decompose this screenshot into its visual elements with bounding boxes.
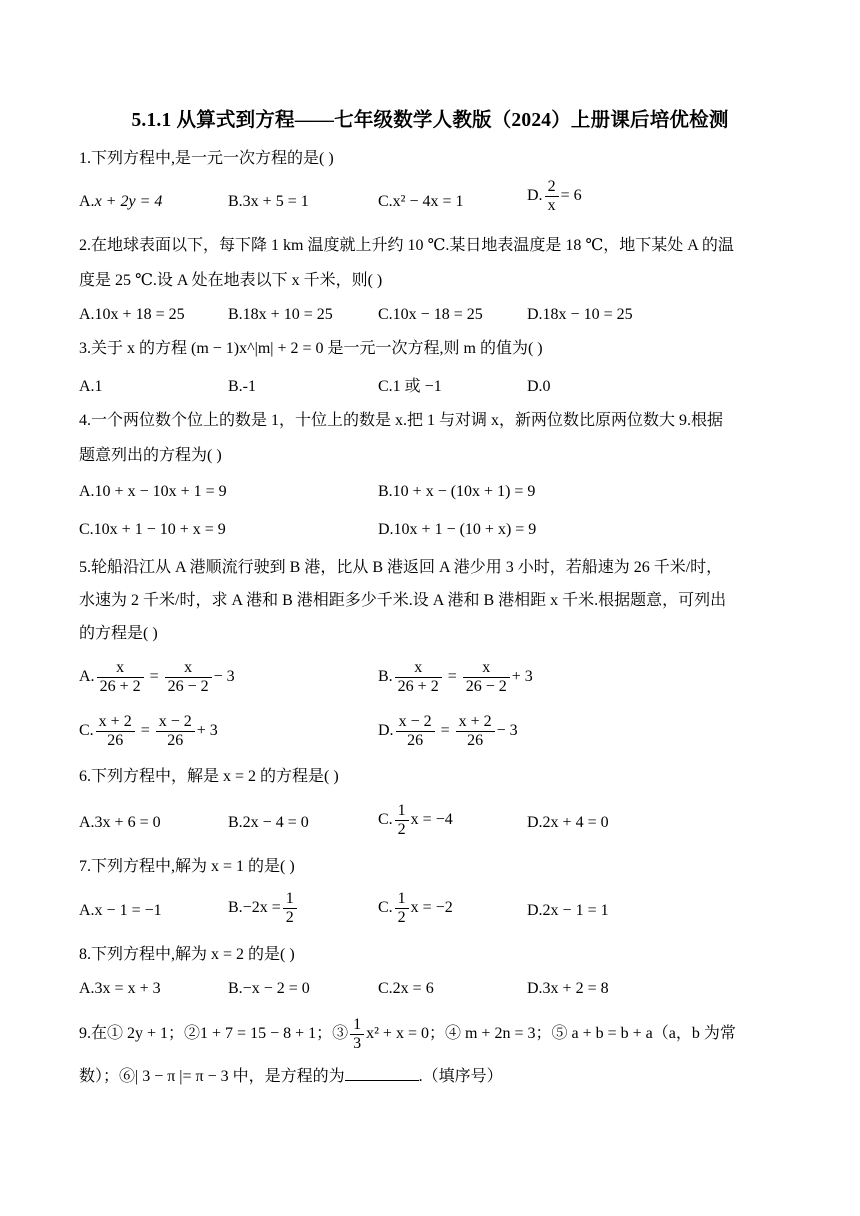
- option-equation: = 6: [560, 187, 582, 205]
- fraction-denominator: 2: [395, 908, 409, 927]
- question-1-stem: 1.下列方程中,是一元一次方程的是( ): [79, 150, 334, 167]
- option-label: D.: [527, 187, 543, 205]
- fraction-numerator: x − 2: [158, 713, 192, 730]
- option-label: C.: [378, 811, 393, 829]
- question-2-stem-line1: 2.在地球表面以下，每下降 1 km 温度就上升约 10 ℃.某日地表温度是 18 ℃，地下某处 A 的温: [79, 237, 734, 254]
- option-equation: x = −4: [410, 811, 453, 829]
- fraction: [97, 659, 144, 696]
- option-equation: + 3: [196, 722, 218, 740]
- option-label: B.: [228, 193, 243, 210]
- fraction-numerator: 1: [397, 802, 406, 819]
- q5-option-b: B. $\frac{x}{26 + 2}$ = $\frac{x}{26 - 2}$ + 3: [378, 659, 533, 695]
- fraction-numerator: x: [116, 659, 125, 676]
- option-equation: x = −2: [410, 899, 453, 917]
- q2-option-c: C.10x − 18 = 25: [378, 306, 483, 323]
- q9-text: 数）；⑥| 3 − π |= π − 3 中，是方程的为: [79, 1068, 345, 1085]
- q6-option-b: B.2x − 4 = 0: [228, 814, 309, 831]
- q6-option-d: D.2x + 4 = 0: [527, 814, 609, 831]
- option-label: B.: [378, 668, 393, 686]
- question-5-stem-line3: 的方程是( ): [79, 625, 158, 642]
- option-label: D.: [378, 722, 394, 740]
- q1-option-c: [378, 191, 464, 213]
- q6-option-a: A.3x + 6 = 0: [79, 814, 161, 831]
- fraction-denominator: 26 − 2: [165, 677, 212, 696]
- option-equation: − 3: [213, 668, 235, 686]
- q8-option-a: A.3x = x + 3: [79, 980, 161, 997]
- fraction-numerator: 1: [285, 890, 294, 907]
- option-equation: x² − 4x = 1: [392, 193, 464, 210]
- fraction: [463, 659, 510, 696]
- fraction-numerator: 1: [397, 890, 406, 907]
- q4-option-c: C.10x + 1 − 10 + x = 9: [79, 521, 226, 538]
- q3-option-a: A.1: [79, 378, 103, 395]
- option-label: A.: [79, 193, 95, 210]
- question-8-stem: 8.下列方程中,解为 x = 2 的是( ): [79, 946, 295, 963]
- q5-option-d: D. $\frac{x - 2}{26}$ = $\frac{x + 2}{26}$ − 3: [378, 713, 518, 749]
- question-5-stem-line1: 5.轮船沿江从 A 港顺流行驶到 B 港，比从 B 港返回 A 港少用 3 小时，若船速为 26 千米/时，: [79, 559, 723, 576]
- fraction-numerator: x + 2: [458, 713, 492, 730]
- q5-option-c: C. $\frac{x + 2}{26}$ = $\frac{x - 2}{26}$ + 3: [79, 713, 218, 749]
- fraction-denominator: 26: [156, 731, 195, 750]
- option-label: B.−2x =: [228, 899, 281, 917]
- fraction-numerator: 2: [547, 178, 556, 195]
- page-title: 5.1.1 从算式到方程——七年级数学人教版（2024）上册课后培优检测: [131, 110, 729, 131]
- fraction: [283, 890, 297, 927]
- option-label: C.: [378, 899, 393, 917]
- answer-blank[interactable]: [345, 1066, 419, 1081]
- q8-option-d: D.3x + 2 = 8: [527, 980, 609, 997]
- fraction-numerator: x − 2: [398, 713, 432, 730]
- q1-option-b: [228, 191, 309, 213]
- option-equation: x + 2y = 4: [94, 193, 163, 210]
- fraction-denominator: 26 + 2: [395, 677, 442, 696]
- q7-option-d: D.2x − 1 = 1: [527, 902, 609, 919]
- q4-option-a: A.10 + x − 10x + 1 = 9: [79, 483, 227, 500]
- fraction: [456, 713, 495, 750]
- fraction-numerator: x: [482, 659, 491, 676]
- option-equation: 3x + 5 = 1: [242, 193, 309, 210]
- q3-option-d: D.0: [527, 378, 551, 395]
- question-7-stem: 7.下列方程中,解为 x = 1 的是( ): [79, 858, 295, 875]
- q1-option-a: [79, 191, 162, 213]
- fraction: [350, 1016, 364, 1053]
- q7-option-a: A.x − 1 = −1: [79, 902, 162, 919]
- question-5-stem-line2: 水速为 2 千米/时，求 A 港和 B 港相距多少千米.设 A 港和 B 港相距 x 千米.根据题意，可列出: [79, 592, 727, 609]
- q3-option-b: B.-1: [228, 378, 256, 395]
- q2-option-a: A.10x + 18 = 25: [79, 306, 185, 323]
- fraction-denominator: 2: [395, 820, 409, 839]
- fraction-denominator: 26 − 2: [463, 677, 510, 696]
- fraction: [96, 713, 135, 750]
- question-9-line2: [79, 1066, 503, 1088]
- fraction-denominator: 26: [456, 731, 495, 750]
- fraction-denominator: 26: [396, 731, 435, 750]
- fraction: [395, 890, 409, 927]
- q9-text: .（填序号）: [418, 1068, 503, 1085]
- fraction-denominator: 3: [350, 1034, 364, 1053]
- q2-option-d: D.18x − 10 = 25: [527, 306, 633, 323]
- q6-option-c: [378, 802, 453, 839]
- fraction: [396, 713, 435, 750]
- fraction-numerator: x + 2: [98, 713, 132, 730]
- fraction-denominator: 26 + 2: [97, 677, 144, 696]
- question-6-stem: 6.下列方程中，解是 x = 2 的方程是( ): [79, 768, 339, 785]
- question-2-stem-line2: 度是 25 ℃.设 A 处在地表以下 x 千米，则( ): [79, 272, 383, 289]
- fraction: [545, 178, 559, 215]
- fraction: [395, 659, 442, 696]
- option-label: C.: [378, 193, 393, 210]
- question-3-stem: 3.关于 x 的方程 (m − 1)x^|m| + 2 = 0 是一元一次方程,则 m 的值为( ): [79, 340, 543, 357]
- option-label: A.: [79, 668, 95, 686]
- fraction-numerator: x: [414, 659, 423, 676]
- q3-option-c: C.1 或 −1: [378, 378, 442, 395]
- question-9-line1: [79, 1016, 736, 1053]
- q5-option-a: A. $\frac{x}{26 + 2}$ = $\frac{x}{26 - 2}$ − 3: [79, 659, 235, 695]
- q4-option-d: D.10x + 1 − (10 + x) = 9: [378, 521, 537, 538]
- fraction-numerator: x: [184, 659, 193, 676]
- fraction-denominator: 2: [283, 908, 297, 927]
- q7-option-c: [378, 890, 453, 927]
- question-4-stem-line2: 题意列出的方程为( ): [79, 447, 222, 464]
- q9-text: x² + x = 0；④ m + 2n = 3；⑤ a + b = b + a（a，b 为常: [366, 1025, 736, 1043]
- fraction-numerator: 1: [353, 1016, 362, 1033]
- q7-option-b: [228, 890, 299, 927]
- option-equation: + 3: [511, 668, 533, 686]
- q8-option-c: C.2x = 6: [378, 980, 434, 997]
- q8-option-b: B.−x − 2 = 0: [228, 980, 310, 997]
- question-4-stem-line1: 4.一个两位数个位上的数是 1，十位上的数是 x.把 1 与对调 x，新两位数比原两位数大 9.根据: [79, 412, 724, 429]
- q4-option-b: B.10 + x − (10x + 1) = 9: [378, 483, 536, 500]
- q9-text: 9.在① 2y + 1；②1 + 7 = 15 − 8 + 1；③: [79, 1025, 349, 1043]
- fraction: [395, 802, 409, 839]
- fraction: [156, 713, 195, 750]
- q1-option-d: [527, 178, 582, 215]
- option-equation: − 3: [496, 722, 518, 740]
- q2-option-b: B.18x + 10 = 25: [228, 306, 333, 323]
- fraction-denominator: x: [545, 196, 559, 215]
- fraction: [165, 659, 212, 696]
- option-label: C.: [79, 722, 94, 740]
- fraction-denominator: 26: [96, 731, 135, 750]
